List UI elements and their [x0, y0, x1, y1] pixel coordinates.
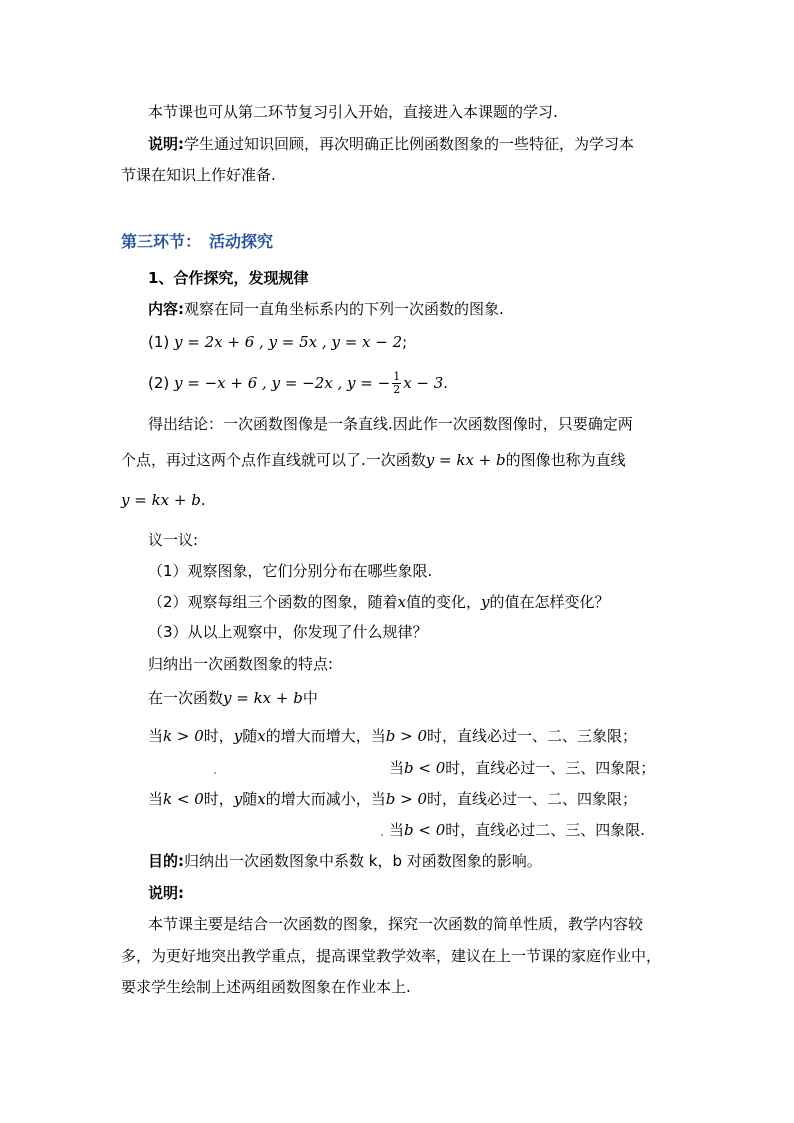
goal-line: [148, 851, 542, 871]
stray-mark: [214, 772, 216, 774]
conclusion-math-2: y = kx + b: [425, 451, 506, 469]
eq2-denominator: 2: [393, 383, 401, 396]
r3-c: 随: [242, 790, 258, 808]
conclusion-line-1: 得出结论：一次函数图像是一条直线.因此作一次函数图像时，只要确定两: [148, 415, 633, 433]
question-1: （1）观察图象，它们分别分布在哪些象限.: [148, 562, 433, 580]
intro-text: 本节课也可从第二环节复习引入开始，直接进入本课题的学习.: [148, 103, 558, 121]
rule-2: [389, 758, 655, 778]
r1-b: 时，: [203, 727, 234, 745]
in-func-math: y = kx + b: [223, 689, 303, 707]
content-label: 内容:: [148, 300, 184, 318]
equation-2: [148, 368, 448, 398]
r3-x: x: [257, 790, 266, 808]
eq2-formula-b: x − 3.: [403, 374, 449, 392]
r3-a: 当: [148, 790, 164, 808]
r4-bcond: b < 0: [404, 821, 446, 839]
r3-d: 的增大而减小，当: [265, 790, 386, 808]
eq2-formula-a: y = −x + 6 , y = −2x , y = −: [174, 374, 391, 392]
summary-title: 归纳出一次函数图象的特点:: [148, 655, 334, 673]
q2-text-c: 的值在怎样变化？: [489, 593, 610, 611]
r2-e: 时，直线必过一、三、四象限；: [445, 759, 656, 777]
discuss-title: 议一议:: [148, 531, 199, 549]
eq2-numerator: 1: [393, 370, 401, 383]
r1-bcond: b > 0: [385, 727, 428, 745]
r1-e: 时，直线必过一、二、三象限；: [427, 727, 638, 745]
in-function-line: [148, 688, 318, 708]
rule-4: [389, 820, 645, 840]
note2-label: 说明:: [148, 884, 184, 902]
conclusion-line-2: [121, 450, 626, 470]
note-text-1: 学生通过知识回顾，再次明确正比例函数图象的一些特征，为学习本: [184, 135, 635, 153]
content-text: 观察在同一直角坐标系内的下列一次函数的图象.: [184, 300, 504, 318]
section-title: 第三环节： 活动探究: [121, 232, 274, 251]
conclusion-text-3b: .: [200, 491, 206, 509]
r1-a: 当: [148, 727, 164, 745]
conclusion-math-3: y = kx + b: [121, 491, 201, 509]
q2-var-x: x: [397, 593, 407, 611]
conclusion-line-3: [121, 490, 206, 510]
conclusion-text-2b: 的图像也称为直线: [505, 451, 626, 469]
r3-b: 时，: [203, 790, 234, 808]
equation-1: [148, 332, 407, 352]
content-line: [148, 299, 504, 319]
rule-1: [148, 726, 637, 746]
q2-text-b: 值的变化，: [406, 593, 482, 611]
note2-line-3: 要求学生绘制上述两组函数图象在作业本上.: [121, 978, 411, 996]
note-line-1: [148, 134, 634, 154]
r1-k: k > 0: [163, 727, 204, 745]
question-2: [148, 592, 610, 612]
eq1-formula: y = 2x + 6 , y = 5x , y = x − 2: [174, 333, 403, 351]
r1-y: y: [233, 727, 243, 745]
subsection-title: 1、合作探究，发现规律: [148, 269, 309, 287]
r3-e: 时，直线必过一、二、四象限；: [427, 790, 638, 808]
goal-label: 目的:: [148, 852, 184, 870]
note-label: 说明:: [148, 135, 184, 153]
r3-y: y: [233, 790, 243, 808]
note2-line-2: 多，为更好地突出教学重点，提高课堂教学效率，建议在上一节课的家庭作业中，: [121, 947, 662, 965]
eq1-end: ;: [402, 333, 408, 351]
r3-k: k < 0: [163, 790, 204, 808]
note-text-2: 节课在知识上作好准备.: [121, 166, 276, 184]
r3-bcond: b > 0: [385, 790, 428, 808]
intro-line: [148, 102, 558, 122]
in-func-b: 中: [302, 689, 318, 707]
eq2-fraction: [392, 371, 401, 396]
r2-bcond: b < 0: [404, 759, 446, 777]
note-line-2: [121, 165, 276, 185]
stray-mark-2: [381, 834, 383, 836]
q2-text-a: （2）观察每组三个函数的图象，随着: [148, 593, 398, 611]
q2-var-y: y: [481, 593, 490, 611]
r2-a: 当: [389, 759, 405, 777]
r4-e: 时，直线必过二、三、四象限.: [445, 821, 646, 839]
goal-text: 归纳出一次函数图象中系数 k，b 对函数图象的影响。: [184, 852, 542, 870]
r1-d: 的增大而增大，当: [265, 727, 386, 745]
in-func-a: 在一次函数: [148, 689, 224, 707]
conclusion-text-2a: 个点，再过这两个点作直线就可以了.一次函数: [121, 451, 426, 469]
r4-a: 当: [389, 821, 405, 839]
note2-line-1: 本节课主要是结合一次函数的图象，探究一次函数的简单性质，教学内容较: [148, 915, 644, 933]
r1-x: x: [257, 727, 266, 745]
r1-c: 随: [242, 727, 258, 745]
eq1-prefix: (1): [148, 333, 170, 351]
eq2-prefix: (2): [148, 374, 170, 392]
question-3: （3）从以上观察中，你发现了什么规律？: [148, 623, 428, 641]
rule-3: [148, 789, 637, 809]
